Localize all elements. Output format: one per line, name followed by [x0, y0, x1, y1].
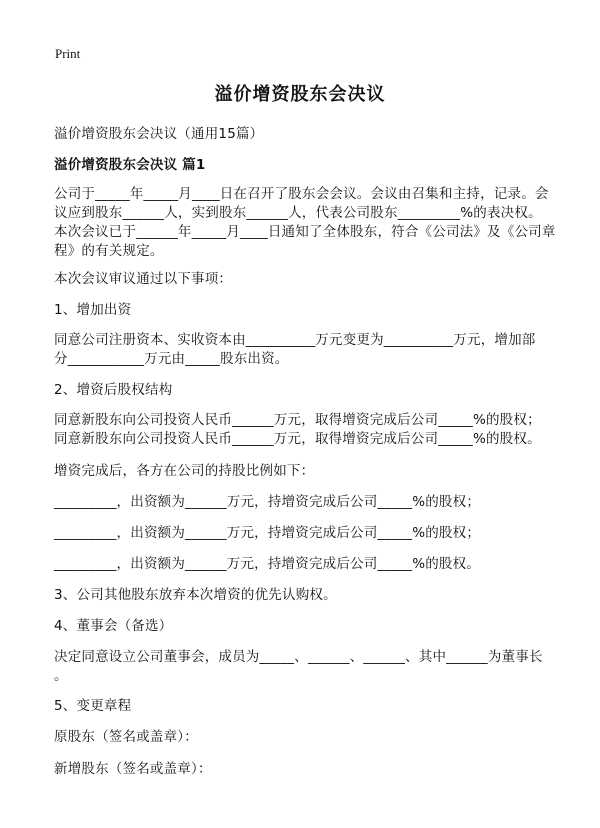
ratio-intro: 增资完成后，各方在公司的持股比例如下： — [54, 463, 315, 479]
print-label: Print — [55, 46, 81, 61]
item1-title: 1、增加出资 — [54, 302, 132, 318]
item1-body-line: 分___________万元由_____股东出资。 — [54, 351, 289, 367]
intro-text: 本次会议审议通过以下事项： — [54, 271, 233, 287]
paragraph1-line: 公司于_____年_____月____日在召开了股东会会议。会议由召集和主持，记录。会 — [54, 186, 549, 202]
item5-title: 5、变更章程 — [54, 698, 132, 714]
paragraph1-line: 程》的有关规定。 — [54, 243, 164, 259]
item4-body-line: 。 — [54, 668, 68, 684]
item4-body-line: 决定同意设立公司董事会，成员为_____、______、______、其中______为董事长 — [54, 649, 543, 665]
new-shareholders-signature: 新增股东（签名或盖章）： — [54, 761, 212, 777]
paragraph1-line: 本次会议已于______年_____月____日通知了全体股东，符合《公司法》及《公司章 — [54, 224, 556, 240]
document-title: 溢价增资股东会决议 — [214, 84, 386, 105]
item3-text: 3、公司其他股东放弃本次增资的优先认购权。 — [54, 587, 337, 603]
original-shareholders-signature: 原股东（签名或盖章）： — [54, 729, 198, 745]
item2-title: 2、增资后股权结构 — [54, 382, 173, 398]
document-subtitle: 溢价增资股东会决议（通用15篇） — [54, 126, 264, 142]
item2-body-line: 同意新股东向公司投资人民币______万元，取得增资完成后公司_____%的股权。 — [54, 431, 541, 447]
item4-title: 4、董事会（备选） — [54, 618, 173, 634]
ratio-line: _________，出资额为______万元，持增资完成后公司_____%的股权； — [54, 494, 481, 510]
item2-body-line: 同意新股东向公司投资人民币______万元，取得增资完成后公司_____%的股权； — [54, 412, 541, 428]
paragraph1-line: 议应到股东______人，实到股东______人，代表公司股东_________%的表决权。 — [54, 205, 542, 221]
ratio-line: _________，出资额为______万元，持增资完成后公司_____%的股权。 — [54, 556, 481, 572]
ratio-line: _________，出资额为______万元，持增资完成后公司_____%的股权； — [54, 525, 481, 541]
item1-body-line: 同意公司注册资本、实收资本由__________万元变更为__________万元，增加部 — [54, 332, 536, 348]
section-heading: 溢价增资股东会决议 篇1 — [54, 157, 206, 173]
